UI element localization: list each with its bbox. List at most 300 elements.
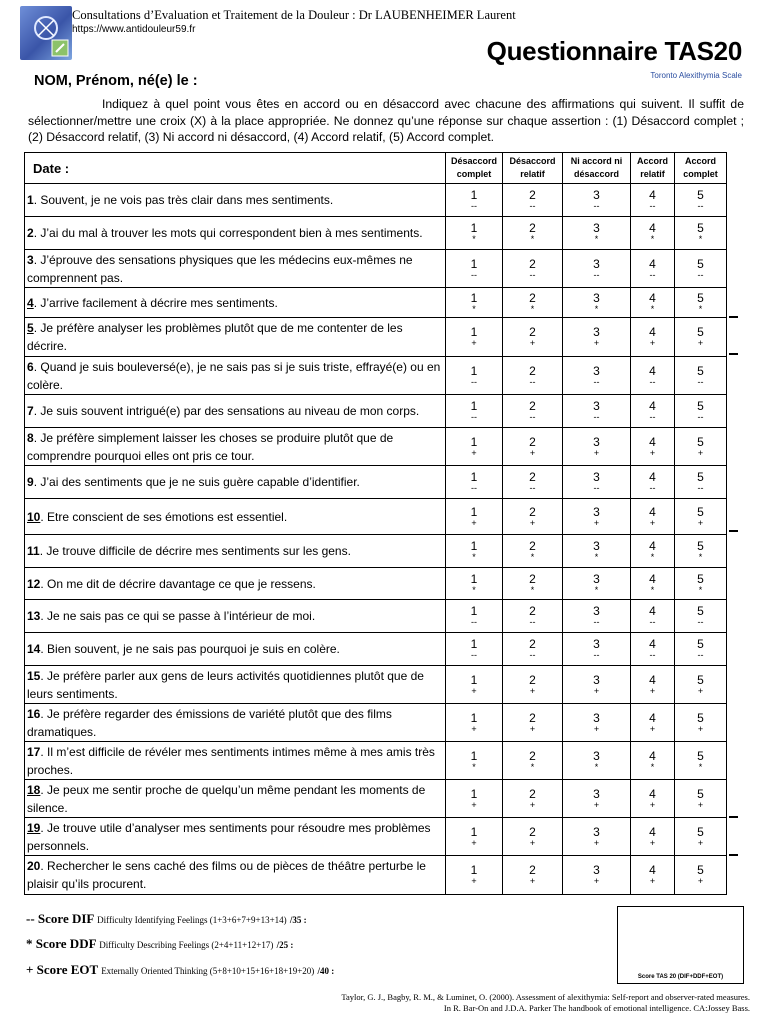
score-ddf-max: /25 :: [276, 940, 294, 950]
subscale-mark: +: [471, 723, 477, 734]
answer-option-cell[interactable]: [631, 499, 675, 535]
item-text: Rechercher le sens caché des films ou de pièces de théâtre perturbe le plaisir qu’ils procurent.: [27, 859, 426, 891]
item-text: J’éprouve des sensations physiques que les médecins eux-mêmes ne comprennent pas.: [27, 252, 413, 285]
item-number: 9: [27, 475, 34, 489]
answer-option-cell[interactable]: [563, 357, 631, 395]
subscale-mark: *: [472, 303, 476, 314]
answer-option-cell[interactable]: [563, 704, 631, 742]
answer-value: 4: [649, 604, 656, 618]
subscale-mark: --: [471, 201, 477, 211]
answer-option-cell[interactable]: [675, 704, 727, 742]
table-row: [25, 499, 727, 535]
answer-option-cell[interactable]: [563, 818, 631, 856]
answer-option-cell[interactable]: [446, 742, 503, 780]
table-row: [25, 428, 727, 466]
answer-option-cell[interactable]: [631, 600, 675, 633]
subscale-mark: --: [649, 376, 656, 387]
answer-option-cell[interactable]: [503, 250, 563, 288]
answer-option-cell[interactable]: [503, 780, 563, 818]
answer-option-cell[interactable]: [631, 250, 675, 288]
answer-option-cell[interactable]: [631, 288, 675, 318]
answer-value: 5: [697, 325, 704, 339]
score-dif-label: -- Score DIF: [26, 911, 94, 926]
subscale-mark: +: [593, 723, 600, 734]
answer-option-cell[interactable]: [446, 856, 503, 895]
answer-value: 5: [697, 786, 704, 801]
answer-option-cell[interactable]: [563, 666, 631, 704]
answer-value: 3: [593, 604, 600, 618]
answer-option-cell[interactable]: [503, 535, 563, 568]
answer-option-cell[interactable]: [631, 666, 675, 704]
answer-value: 4: [649, 434, 656, 449]
subscale-mark: *: [530, 584, 535, 595]
table-row: [25, 742, 727, 780]
answer-option-cell[interactable]: [675, 428, 727, 466]
answer-value: 1: [470, 290, 478, 305]
answer-option-cell[interactable]: [631, 704, 675, 742]
answer-option-cell[interactable]: [563, 288, 631, 318]
answer-option-cell[interactable]: [503, 818, 563, 856]
answer-option-cell[interactable]: [446, 288, 503, 318]
subscale-mark: --: [593, 201, 600, 211]
subscale-mark: --: [697, 376, 704, 387]
answer-option-cell[interactable]: [503, 217, 563, 250]
subscale-mark: --: [529, 201, 536, 211]
logo-icon: [20, 6, 72, 60]
answer-option-cell[interactable]: [675, 499, 727, 535]
answer-option-cell[interactable]: [503, 568, 563, 600]
item-statement: 13. Je ne sais pas ce qui se passe à l’intérieur de moi.: [25, 600, 446, 633]
answer-option-cell[interactable]: [503, 856, 563, 895]
item-number: 13: [27, 609, 41, 623]
answer-value: 2: [529, 786, 536, 801]
answer-option-cell[interactable]: [503, 600, 563, 633]
clinic-logo: [20, 6, 72, 60]
subscale-mark: --: [649, 269, 656, 280]
subscale-mark: +: [529, 723, 536, 734]
subscale-mark: +: [529, 447, 536, 458]
subscale-mark: --: [471, 483, 477, 493]
subscale-mark: +: [529, 876, 536, 886]
reference-line: Taylor, G. J., Bagby, R. M., & Luminet, O. (2000). Assessment of alexithymia: Self-report and observer-rated measures.: [341, 992, 750, 1002]
subscale-mark: +: [471, 876, 477, 886]
answer-value: 3: [593, 256, 600, 271]
item-statement: 17. Il m’est difficile de révéler mes sentiments intimes même à mes amis très proches.: [25, 742, 446, 780]
answer-option-cell[interactable]: [446, 666, 503, 704]
item-statement: 1. Souvent, je ne vois pas très clair dans mes sentiments.: [25, 184, 446, 217]
score-dif-max: /35 :: [289, 915, 307, 925]
answer-value: 3: [593, 710, 600, 725]
answer-option-cell[interactable]: [503, 666, 563, 704]
answer-option-cell[interactable]: [675, 535, 727, 568]
subscale-mark: +: [593, 685, 600, 696]
answer-value: 1: [470, 604, 478, 618]
subscale-mark: +: [649, 685, 656, 696]
answer-value: 1: [470, 363, 478, 378]
subscale-mark: --: [529, 269, 536, 280]
answer-value: 1: [470, 539, 478, 553]
subscale-mark: +: [593, 338, 600, 348]
item-number: 4: [27, 295, 34, 310]
answer-option-cell[interactable]: [503, 357, 563, 395]
answer-value: 2: [529, 748, 536, 763]
answer-option-cell[interactable]: [631, 856, 675, 895]
subscale-mark: *: [472, 234, 476, 244]
item-number: 5: [27, 321, 34, 335]
answer-option-cell[interactable]: [675, 856, 727, 895]
answer-value: 3: [593, 434, 600, 449]
answer-value: 5: [697, 290, 704, 305]
answer-value: 1: [470, 571, 478, 586]
answer-value: 3: [593, 571, 600, 586]
answer-option-cell[interactable]: [563, 535, 631, 568]
item-text: Etre conscient de ses émotions est essentiel.: [47, 509, 288, 524]
answer-value: 3: [593, 290, 600, 305]
answer-value: 4: [649, 637, 656, 651]
subscale-mark: --: [593, 483, 600, 493]
subscale-mark: +: [529, 799, 536, 810]
subscale-mark: *: [530, 303, 535, 314]
answer-option-cell[interactable]: [563, 742, 631, 780]
answer-option-cell[interactable]: [446, 395, 503, 428]
subscale-mark: --: [697, 650, 704, 660]
answer-option-cell[interactable]: [446, 600, 503, 633]
reverse-item-marker: [729, 816, 738, 818]
answer-option-cell[interactable]: [563, 856, 631, 895]
answer-value: 1: [470, 637, 478, 651]
answer-value: 1: [470, 434, 478, 449]
answer-value: 2: [529, 637, 536, 651]
item-text: Quand je suis bouleversé(e), je ne sais pas si je suis triste, effrayé(e) ou en colère.: [27, 359, 441, 392]
subscale-mark: *: [530, 552, 535, 562]
column-header: Ni accord ni désaccord: [563, 153, 631, 184]
item-number: 11: [27, 544, 40, 558]
item-statement: 4. J’arrive facilement à décrire mes sentiments.: [25, 288, 446, 318]
answer-value: 1: [470, 399, 478, 413]
subscale-mark: --: [649, 650, 656, 660]
answer-option-cell[interactable]: [563, 217, 631, 250]
answer-option-cell[interactable]: [631, 535, 675, 568]
answer-option-cell[interactable]: [446, 250, 503, 288]
answer-value: 1: [470, 824, 478, 839]
answer-option-cell[interactable]: [563, 499, 631, 535]
reference: [341, 992, 750, 1014]
table-header-row: [25, 153, 727, 184]
item-statement: 20. Rechercher le sens caché des films ou de pièces de théâtre perturbe le plaisir qu’ils procurent.: [25, 856, 446, 895]
item-statement: 19. Je trouve utile d’analyser mes sentiments pour résoudre mes problèmes personnels.: [25, 818, 446, 856]
table-row: [25, 856, 727, 895]
answer-value: 5: [697, 363, 704, 378]
answer-value: 5: [697, 539, 704, 553]
answer-option-cell[interactable]: [563, 184, 631, 217]
subscale-mark: *: [472, 584, 476, 595]
total-score-box[interactable]: [617, 906, 744, 984]
answer-option-cell[interactable]: [503, 395, 563, 428]
answer-option-cell[interactable]: [631, 357, 675, 395]
subscale-mark: --: [649, 483, 656, 493]
answer-option-cell[interactable]: [631, 428, 675, 466]
answer-option-cell[interactable]: [675, 780, 727, 818]
item-statement: 3. J’éprouve des sensations physiques que les médecins eux-mêmes ne comprennent pas.: [25, 250, 446, 288]
score-ddf-line: [26, 936, 293, 952]
subscale-mark: --: [593, 650, 600, 660]
answer-option-cell[interactable]: [675, 633, 727, 666]
answer-option-cell[interactable]: [446, 780, 503, 818]
subscale-mark: +: [471, 685, 477, 696]
answer-value: 3: [593, 363, 600, 378]
answer-option-cell[interactable]: [563, 250, 631, 288]
answer-value: 2: [529, 504, 536, 519]
item-number: 15: [27, 668, 41, 683]
answer-option-cell[interactable]: [675, 466, 727, 499]
answer-option-cell[interactable]: [563, 395, 631, 428]
score-ddf-desc: Difficulty Describing Feelings (2+4+11+12+17): [99, 940, 274, 950]
subscale-mark: +: [697, 338, 704, 348]
answer-value: 4: [649, 824, 656, 839]
answer-value: 5: [697, 504, 704, 519]
answer-option-cell[interactable]: [446, 704, 503, 742]
answer-option-cell[interactable]: [503, 704, 563, 742]
subscale-mark: --: [697, 617, 704, 627]
item-text: Je préfère simplement laisser les choses se produire plutôt que de comprendre pourquoi elles ont pris ce tour.: [27, 430, 394, 463]
table-row: [25, 217, 727, 250]
answer-option-cell[interactable]: [446, 318, 503, 357]
subscale-mark: +: [697, 876, 704, 886]
answer-value: 3: [593, 399, 600, 413]
answer-option-cell[interactable]: [503, 742, 563, 780]
reverse-item-marker: [729, 353, 738, 355]
subscale-mark: *: [650, 552, 655, 562]
answer-option-cell[interactable]: [631, 184, 675, 217]
instructions: [28, 96, 744, 146]
answer-option-cell[interactable]: [675, 818, 727, 856]
answer-value: 3: [593, 504, 600, 519]
item-number: 14: [27, 642, 41, 656]
answer-option-cell[interactable]: [503, 184, 563, 217]
answer-value: 2: [529, 363, 536, 378]
answer-option-cell[interactable]: [446, 499, 503, 535]
answer-value: 2: [529, 188, 536, 202]
item-statement: 6. Quand je suis bouleversé(e), je ne sais pas si je suis triste, effrayé(e) ou en colère.: [25, 357, 446, 395]
subscale-mark: +: [593, 447, 600, 458]
questionnaire-table: [24, 152, 727, 895]
answer-value: 2: [529, 710, 536, 725]
answer-option-cell[interactable]: [675, 600, 727, 633]
answer-option-cell[interactable]: [446, 535, 503, 568]
answer-option-cell[interactable]: [503, 288, 563, 318]
subscale-mark: --: [471, 269, 477, 280]
answer-option-cell[interactable]: [631, 568, 675, 600]
answer-value: 5: [697, 672, 704, 687]
answer-value: 1: [470, 710, 478, 725]
answer-option-cell[interactable]: [563, 318, 631, 357]
score-eot-desc: Externally Oriented Thinking (5+8+10+15+16+18+19+20): [101, 966, 315, 976]
subscale-mark: +: [471, 447, 477, 458]
item-number: 7: [27, 404, 34, 418]
clinic-name: Consultations d’Evaluation et Traitement de la Douleur : Dr LAUBENHEIMER Laurent: [72, 8, 516, 22]
answer-value: 1: [470, 470, 478, 484]
answer-option-cell[interactable]: [446, 466, 503, 499]
answer-value: 1: [470, 504, 478, 519]
subscale-mark: *: [698, 761, 703, 772]
score-eot-line: [26, 962, 334, 978]
answer-option-cell[interactable]: [631, 780, 675, 818]
answer-option-cell[interactable]: [503, 466, 563, 499]
answer-value: 1: [470, 325, 478, 339]
answer-option-cell[interactable]: [675, 184, 727, 217]
answer-option-cell[interactable]: [446, 217, 503, 250]
answer-option-cell[interactable]: [446, 428, 503, 466]
answer-option-cell[interactable]: [675, 395, 727, 428]
answer-option-cell[interactable]: [563, 633, 631, 666]
score-dif-desc: Difficulty Identifying Feelings (1+3+6+7+9+13+14): [97, 915, 287, 925]
subscale-mark: *: [698, 552, 703, 562]
answer-option-cell[interactable]: [631, 742, 675, 780]
item-text: Je préfère parler aux gens de leurs activités quotidiennes plutôt que de leurs sentiments.: [27, 668, 424, 701]
item-text: Je trouve difficile de décrire mes sentiments sur les gens.: [46, 544, 351, 558]
answer-value: 5: [697, 710, 704, 725]
name-field-label: NOM, Prénom, né(e) le :: [34, 73, 198, 89]
subscale-mark: +: [697, 723, 704, 734]
item-text: J’ai des sentiments que je ne suis guère capable d’identifier.: [40, 475, 360, 489]
answer-value: 1: [470, 672, 478, 687]
answer-value: 5: [697, 434, 704, 449]
answer-value: 2: [529, 256, 536, 271]
answer-value: 4: [649, 786, 656, 801]
subscale-mark: --: [593, 269, 600, 280]
answer-value: 5: [697, 748, 704, 763]
answer-option-cell[interactable]: [563, 568, 631, 600]
item-statement: 9. J’ai des sentiments que je ne suis guère capable d’identifier.: [25, 466, 446, 499]
score-ddf-label: * Score DDF: [26, 936, 97, 951]
answer-option-cell[interactable]: [631, 395, 675, 428]
item-number: 3: [27, 252, 34, 267]
answer-value: 4: [649, 256, 656, 271]
answer-option-cell[interactable]: [446, 818, 503, 856]
answer-option-cell[interactable]: [503, 633, 563, 666]
answer-value: 2: [529, 824, 536, 839]
item-number: 19: [27, 820, 41, 835]
answer-value: 2: [529, 434, 536, 449]
subscale-mark: +: [593, 876, 600, 886]
page-subtitle: Toronto Alexithymia Scale: [650, 71, 742, 80]
subscale-mark: --: [697, 412, 704, 422]
table-row: [25, 250, 727, 288]
subscale-mark: *: [530, 234, 535, 244]
total-score-label: Score TAS 20 (DIF+DDF+EOT): [637, 974, 724, 980]
answer-value: 1: [470, 748, 478, 763]
subscale-mark: --: [649, 617, 656, 627]
answer-option-cell[interactable]: [675, 250, 727, 288]
answer-option-cell[interactable]: [631, 466, 675, 499]
answer-option-cell[interactable]: [563, 466, 631, 499]
answer-option-cell[interactable]: [563, 600, 631, 633]
subscale-mark: *: [698, 234, 703, 244]
item-number: 10: [27, 509, 41, 524]
subscale-mark: --: [471, 376, 477, 387]
answer-value: 1: [470, 256, 478, 271]
answer-value: 1: [470, 221, 478, 235]
subscale-mark: +: [593, 799, 600, 810]
subscale-mark: --: [697, 201, 704, 211]
answer-value: 2: [529, 399, 536, 413]
answer-value: 5: [697, 824, 704, 839]
answer-value: 2: [529, 290, 536, 305]
item-number: 16: [27, 706, 41, 721]
item-text: Souvent, je ne vois pas très clair dans mes sentiments.: [40, 193, 334, 207]
answer-option-cell[interactable]: [446, 633, 503, 666]
answer-value: 1: [470, 786, 478, 801]
subscale-mark: +: [697, 685, 704, 696]
answer-option-cell[interactable]: [631, 633, 675, 666]
answer-value: 5: [697, 470, 704, 484]
answer-option-cell[interactable]: [446, 184, 503, 217]
answer-value: 2: [529, 539, 536, 553]
table-row: [25, 466, 727, 499]
answer-option-cell[interactable]: [503, 318, 563, 357]
reverse-item-marker: [729, 316, 738, 318]
item-text: Je trouve utile d’analyser mes sentiments pour résoudre mes problèmes personnels.: [27, 820, 431, 853]
answer-option-cell[interactable]: [675, 357, 727, 395]
table-row: [25, 704, 727, 742]
answer-value: 3: [593, 325, 600, 339]
table-row: [25, 535, 727, 568]
answer-option-cell[interactable]: [631, 818, 675, 856]
table-row: [25, 780, 727, 818]
subscale-mark: --: [593, 617, 600, 627]
column-header: Accord complet: [675, 153, 727, 184]
answer-option-cell[interactable]: [563, 428, 631, 466]
answer-option-cell[interactable]: [675, 288, 727, 318]
subscale-mark: --: [649, 201, 656, 211]
answer-option-cell[interactable]: [675, 568, 727, 600]
subscale-mark: --: [593, 412, 600, 422]
table-row: [25, 184, 727, 217]
column-header: Désaccord relatif: [503, 153, 563, 184]
answer-option-cell[interactable]: [675, 217, 727, 250]
table-row: [25, 633, 727, 666]
answer-value: 5: [697, 637, 704, 651]
answer-value: 4: [649, 290, 656, 305]
answer-option-cell[interactable]: [563, 780, 631, 818]
subscale-mark: *: [650, 303, 655, 314]
answer-option-cell[interactable]: [446, 357, 503, 395]
answer-option-cell[interactable]: [503, 499, 563, 535]
answer-option-cell[interactable]: [446, 568, 503, 600]
item-text: On me dit de décrire davantage ce que je ressens.: [47, 576, 316, 591]
answer-option-cell[interactable]: [631, 318, 675, 357]
answer-option-cell[interactable]: [675, 666, 727, 704]
answer-option-cell[interactable]: [675, 318, 727, 357]
subscale-mark: +: [471, 338, 477, 348]
subscale-mark: *: [594, 761, 599, 772]
item-number: 8: [27, 430, 34, 445]
clinic-url: https://www.antidouleur59.fr: [72, 24, 196, 35]
subscale-mark: *: [594, 234, 599, 244]
item-statement: 18. Je peux me sentir proche de quelqu’un même pendant les moments de silence.: [25, 780, 446, 818]
subscale-mark: --: [529, 412, 536, 422]
subscale-mark: +: [471, 799, 477, 810]
subscale-mark: +: [697, 837, 704, 848]
answer-value: 4: [649, 325, 656, 339]
answer-option-cell[interactable]: [675, 742, 727, 780]
answer-option-cell[interactable]: [503, 428, 563, 466]
subscale-mark: --: [471, 650, 477, 660]
subscale-mark: +: [649, 837, 656, 848]
answer-option-cell[interactable]: [631, 217, 675, 250]
subscale-mark: --: [529, 617, 536, 627]
table-row: [25, 666, 727, 704]
